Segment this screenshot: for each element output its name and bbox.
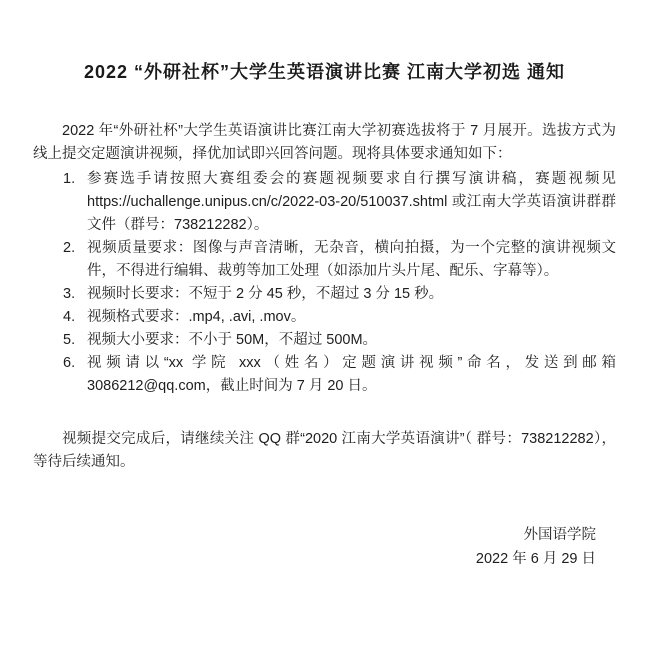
requirement-item-1: [63, 168, 616, 237]
item-number: 4.: [63, 309, 76, 325]
item-number: 5.: [63, 332, 76, 348]
item-text: 视频格式要求：.mp4, .avi, .mov。: [87, 309, 306, 325]
item-number: 6.: [63, 355, 76, 371]
item-text: 视频时长要求：不短于 2 分 45 秒，不超过 3 分 15 秒。: [87, 286, 444, 302]
item-text: 参赛选手请按照大赛组委会的赛题视频要求自行撰写演讲稿，赛题视频见 https://uchallenge.unipus.cn/c/2022-03-20/510037.shtml 或江南大学英语演讲群群文件（群号：738212282）。: [87, 171, 616, 233]
item-text: 视频请以“xx 学院 xxx（姓名）定题演讲视频”命名，发送到邮箱 3086212@qq.com，截止时间为 7 月 20 日。: [87, 355, 616, 394]
requirement-item-6: [63, 352, 616, 398]
signature-date: 2022 年 6 月 29 日: [475, 551, 596, 567]
requirements-list: [33, 168, 616, 398]
intro-paragraph: 2022 年“外研社杯”大学生英语演讲比赛江南大学初赛选拔将于 7 月展开。选拔方式为线上提交定题演讲视频，择优加试即兴回答问题。现将具体要求通知如下：: [33, 123, 616, 162]
signature-org: 外国语学院: [523, 527, 596, 543]
requirement-item-4: [63, 306, 616, 329]
signature-block: [33, 523, 616, 571]
requirement-item-2: [63, 237, 616, 283]
item-number: 1.: [63, 171, 76, 187]
closing-paragraph: 视频提交完成后，请继续关注 QQ 群“2020 江南大学英语演讲”（ 群号：738212282），等待后续通知。: [33, 431, 616, 470]
item-text: 视频质量要求：图像与声音清晰，无杂音，横向拍摄，为一个完整的演讲视频文件，不得进行编辑、裁剪等加工处理（如添加片头片尾、配乐、字幕等）。: [87, 240, 616, 279]
item-number: 2.: [63, 240, 76, 256]
requirement-item-3: [63, 283, 616, 306]
requirement-item-5: [63, 329, 616, 352]
item-text: 视频大小要求：不小于 50M，不超过 500M。: [87, 332, 378, 348]
notice-title: 2022 “外研社杯”大学生英语演讲比赛 江南大学初选 通知: [83, 62, 566, 82]
item-number: 3.: [63, 286, 76, 302]
